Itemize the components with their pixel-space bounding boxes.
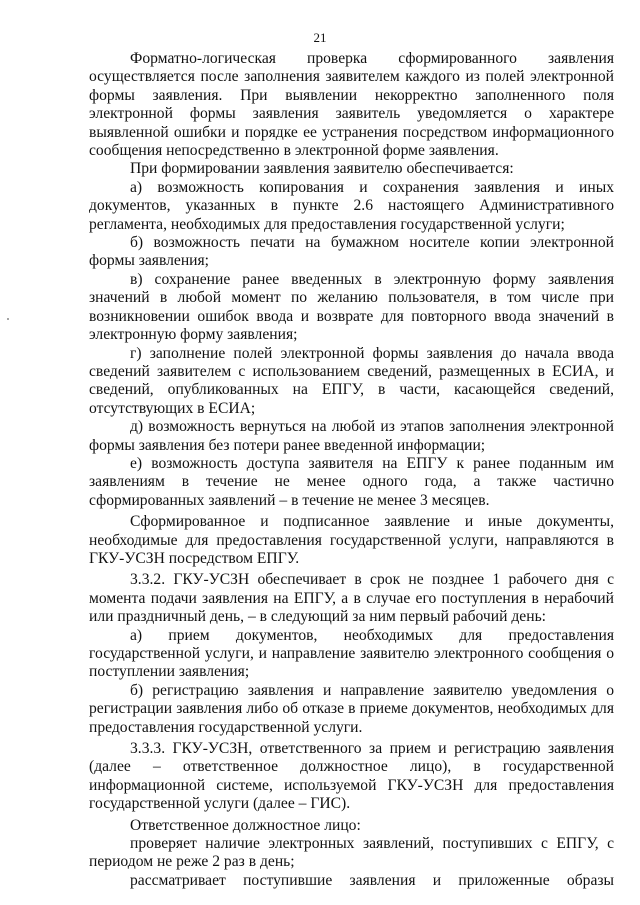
paragraph-responsible-official: Ответственное должностное лицо:	[130, 816, 361, 834]
list-item-e-access: е) возможность доступа заявителя на ЕПГУ к ранее поданным им заявлениям в течение не менее одного года, а также частично сформированных заявлений – в течение не менее 3 месяцев.	[89, 454, 614, 509]
page-number: 21	[313, 30, 327, 45]
list-item-b-print: б) возможность печати на бумажном носителе копии электронной формы заявления;	[89, 234, 614, 270]
paragraph-checks-applications: проверяет наличие электронных заявлений, поступивших с ЕПГУ, с периодом не реже 2 раз в день;	[89, 835, 614, 871]
list-item-a-copy-save: а) возможность копирования и сохранения заявления и иных документов, указанных в пункте 2.6 настоящего Административного регламента, необходимых для предоставления государственной услуги;	[89, 178, 614, 233]
list-item-b-registration: б) регистрацию заявления и направление заявителю уведомления о регистрации заявления либо об отказе в приеме документов, необходимых для предоставления государственной услуги.	[89, 681, 614, 736]
list-item-a-reception: а) прием документов, необходимых для предоставления государственной услуги, и направление заявителю электронного сообщения о поступлении заявления;	[89, 626, 614, 681]
list-item-v-save-values: в) сохранение ранее введенных в электронную форму заявления значений в любой момент по желанию пользователя, в том числе при возникновении ошибок ввода и возврате для повторного ввода значений в электронную форму заявления;	[89, 270, 614, 344]
list-item-g-autofill: г) заполнение полей электронной формы заявления до начала ввода сведений заявителем с использованием сведений, размещенных в ЕСИА, и сведений, опубликованных на ЕПГУ, в части, касающейся сведений, отсутствующих в ЕСИА;	[89, 344, 614, 417]
section-3-3-3: 3.3.3. ГКУ-УСЗН, ответственного за прием и регистрацию заявления (далее – ответственное должностное лицо), в государственной информационной системе, используемой ГКУ-УСЗН для предоставления государственной услуги (далее – ГИС).	[89, 740, 614, 813]
paragraph-reviews-applications: рассматривает поступившие заявления и приложенные образы	[130, 871, 614, 889]
section-3-3-2: 3.3.2. ГКУ-УСЗН обеспечивает в срок не позднее 1 рабочего дня с момента подачи заявления на ЕПГУ, а в случае его поступления в нерабочий или праздничный день, – в следующий за ним первый рабочий день:	[89, 571, 614, 626]
paragraph-format-check: Форматно-логическая проверка сформированного заявления осуществляется после заполнения заявителем каждого из полей электронной формы заявления. При выявлении некорректно заполненного поля электронной формы заявления заявитель уведомляется о характере выявленной ошибки и порядке ее устранения посредством информационного сообщения непосредственно в электронной форме заявления.	[89, 50, 614, 160]
document-body	[89, 50, 614, 890]
scan-artifact-dot	[7, 318, 9, 320]
list-item-d-return-stage: д) возможность вернуться на любой из этапов заполнения электронной формы заявления без потери ранее введенной информации;	[89, 418, 614, 454]
paragraph-provisions-intro: При формировании заявления заявителю обеспечивается:	[130, 160, 514, 178]
paragraph-submission: Сформированное и подписанное заявление и иные документы, необходимые для предоставления государственной услуги, направляются в ГКУ-УСЗН посредством ЕПГУ.	[89, 513, 614, 567]
